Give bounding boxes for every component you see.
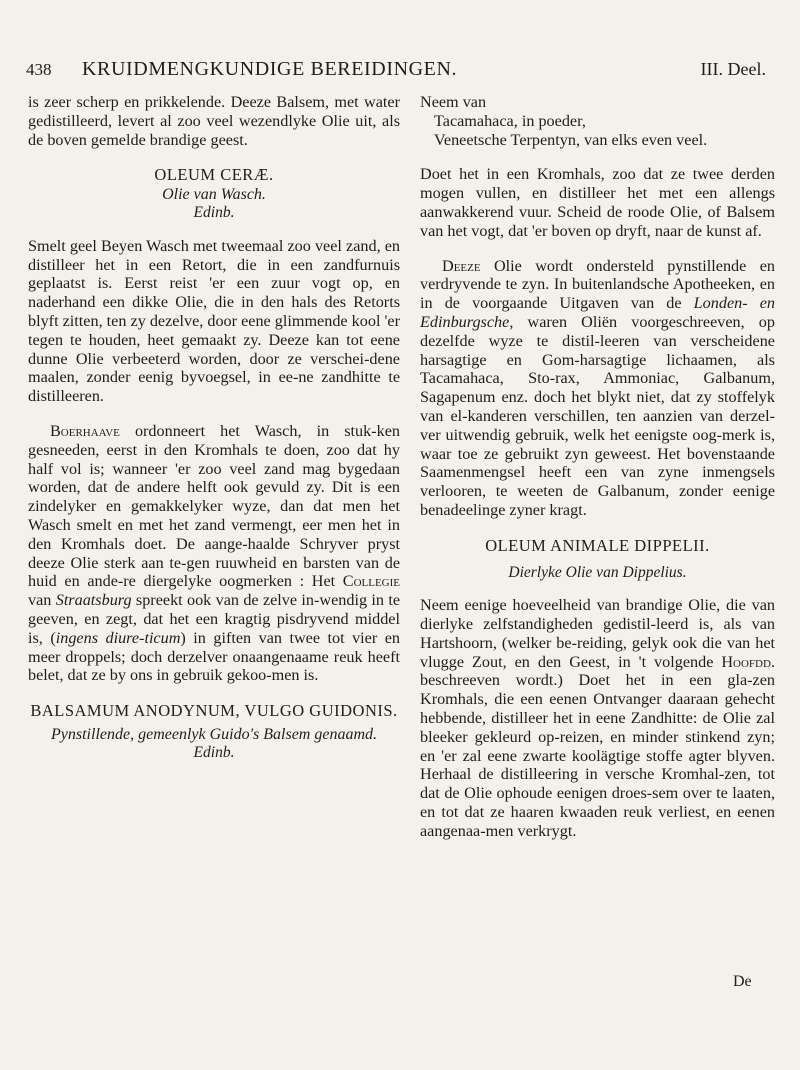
source-balsamum-anodynum: Edinb. xyxy=(193,744,235,762)
page-number: 438 xyxy=(26,60,52,79)
recipe-block xyxy=(420,93,775,149)
subtitle-balsamum-anodynum: Pynstillende, gemeenlyk Guido's Balsem genaamd. xyxy=(51,726,377,744)
text-run: ordonneert het Wasch, in stuk-ken gesneeden, eerst in den Kromhals te doen, zoo dat hy half vol is; wanneer 'er zoo veel zand mag bygedaan worden, dat de andere helft ook gevuld zy. Dit is een zindelyker en gemakkelyker wyze, dan dat men het Wasch smelt en met het zand vermengt, eer men het in den Kromhals doet. De aange-haalde Schryver pryst deeze Olie sterk aan te-gen ruuwheid en barsten van de huid en ande-re diergelyke oogmerken : Het xyxy=(28,422,400,591)
subtitle-oleum-cerae: Olie van Wasch. xyxy=(162,186,266,204)
author-boerhaave: Boerhaave xyxy=(50,422,120,441)
edition-names: Londen- en Edinburgsche xyxy=(420,294,776,331)
running-title: KRUIDMENGKUNDIGE BEREIDINGEN. xyxy=(82,58,458,80)
catchword: De xyxy=(733,973,752,990)
paragraph-balsem-continued: is zeer scherp en prikkelende. Deeze Balsem, met water gedistilleerd, levert al zoo veel wezendlyke Olie uit, als de boven gemelde brandige geest. xyxy=(28,93,400,149)
paragraph-deeze-olie xyxy=(420,257,775,520)
right-column xyxy=(420,93,775,857)
recipe-line-2: Veneetsche Terpentyn, van elks even veel. xyxy=(434,130,708,149)
text-run: Olie wordt ondersteld pynstillende en verdryvende te zyn. In buitenlandsche Apotheeken, en in de voorgaande Uitgaven van de xyxy=(420,256,775,313)
text-run: van xyxy=(28,591,56,610)
source-oleum-cerae: Edinb. xyxy=(193,204,235,222)
latin-term: ingens diure-ticum xyxy=(55,628,181,647)
subtitle-oleum-animale: Dierlyke Olie van Dippelius. xyxy=(508,563,687,581)
text-run: , waren Oliën voorgeschreeven, op dezelfde wyze te distil-leeren van verscheidene harsagtige en Gom-harsagtige lichaamen, als Tacamahaca, Sto-rax, Ammoniac, Galbanum, Sagapenum enz. doch het blykt niet, dat zy stoffelyk van el-kanderen verschillen, ten aanzien van derzel-ver uitwendig gebruik, welk het eenigste oog-merk is, waar toe ze gebruikt zyn geweest. Het bovenstaande Saamenmengsel heeft een van zyne inmengsels verlooren, te weeten de Galbanum, zonder eenige benadeelinge zyner kragt. xyxy=(420,312,775,519)
recipe-intro: Neem van xyxy=(420,93,487,111)
running-header xyxy=(26,60,766,84)
left-column xyxy=(28,93,400,777)
part-label: III. Deel. xyxy=(700,59,766,79)
heading-balsamum-anodynum: BALSAMUM ANODYNUM, VULGO GUIDONIS. xyxy=(30,701,398,721)
collegie-name: Collegie xyxy=(342,572,400,591)
paragraph-boerhaave xyxy=(28,422,400,685)
text-run: ) in giften van twee tot vier en meer droppels; doch derzelver onaangenaame reuk heeft belet, dat ze by ons in gebruik gekoo-men is. xyxy=(28,628,401,685)
paragraph-kromhals: Doet het in een Kromhals, zoo dat ze twee derden mogen vullen, en distilleer het met een allengs aanwakkerend vuur. Scheid de roode Olie, of Balsem van het vogt, dat 'er boven op dryft, naar de kunst af. xyxy=(420,165,775,240)
text-run: beschreeven wordt.) Doet het in een gla-zen Kromhals, die een eenen Ontvanger daaraan gehecht hebbende, distilleer het in eene Zandhitte: de Olie zal bleeker gekleurd op-reizen, en minder stinkend zyn; en 'er zal eene zwarte koolägtige stoffe agter blyven. Herhaal de distilleering in versche Kromhal-zen, tot dat de Olie ophoude eenigen droes-sem over te laaten, en tot dat ze haaren kwaaden reuk verliest, en eenen aangenaa-men verkrygt. xyxy=(420,671,775,840)
text-run: Neem eenige hoeveelheid van brandige Olie, die van dierlyke zelfstandigheden gedistil-leerd is, als van Hartshoorn, (welker be-reiding, gelyk ook die van het vlugge Zout, en den Geest, in 't volgende xyxy=(420,596,775,671)
paragraph-wasch-method: Smelt geel Beyen Wasch met tweemaal zoo veel zand, en distilleer het in een Retort, die in een zandfurnuis geplaatst is. Eerst reist 'er een zuur vogt op, en naderhand een dikke Olie, die in den hals des Retorts blyft zitten, ten zy dezelve, door eene glimmende kool 'er tegen te houden, heet gemaakt zy. Deeze kan tot eene dunne Olie verbeeterd worden, door ze verschei-dene maalen, zonder eenig byvoegsel, in ee-ne zandhitte te distilleeren. xyxy=(28,236,400,406)
heading-oleum-animale: OLEUM ANIMALE DIPPELII. xyxy=(485,535,710,555)
heading-oleum-cerae: OLEUM CERÆ. xyxy=(154,165,274,185)
text-run: spreekt ook van de zelve in-wendig in te geeven, en zegt, dat het een kragtig pisdryvend middel is, ( xyxy=(28,591,401,647)
chapter-ref: Hoofdd. xyxy=(721,652,775,671)
lead-word: Deeze xyxy=(442,256,481,275)
paragraph-dierlyke-olie xyxy=(420,596,775,840)
city-straatsburg: Straatsburg xyxy=(55,591,132,610)
recipe-line-1: Tacamahaca, in poeder, xyxy=(434,111,586,130)
